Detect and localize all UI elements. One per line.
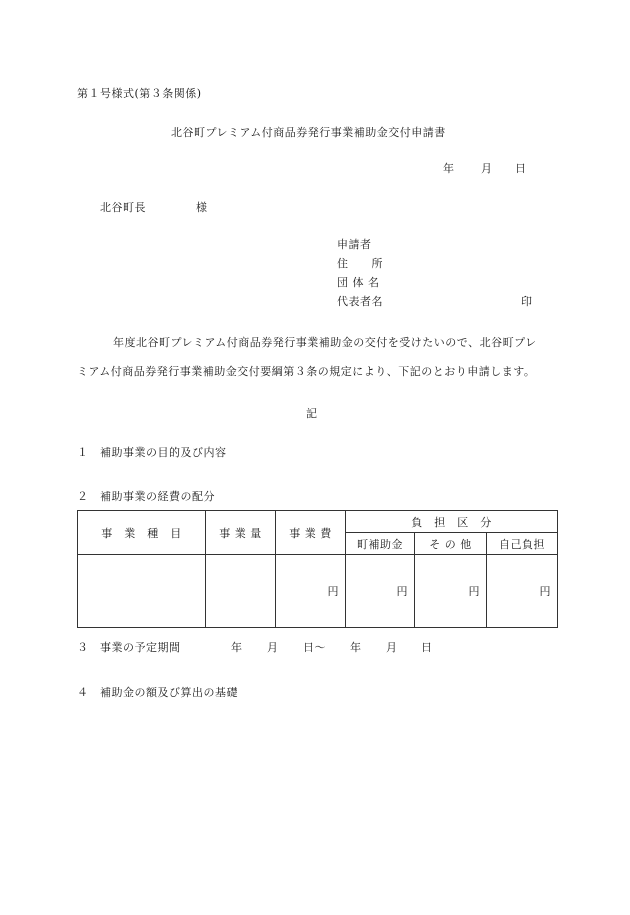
applicant-organization-label: 団 体 名	[337, 276, 380, 289]
addressee-honorific: 様	[196, 201, 208, 214]
period-end-day: 日	[421, 641, 433, 654]
period-start-day: 日～	[303, 641, 326, 654]
date-month-label: 月	[481, 162, 493, 175]
applicant-address-label: 住 所	[337, 257, 383, 270]
date-day-label: 日	[515, 162, 527, 175]
item-2-number: ２	[77, 490, 89, 503]
item-1-text: 補助事業の目的及び内容	[100, 446, 227, 459]
item-1-number: １	[77, 446, 89, 459]
header-quantity: 事 業 量	[206, 511, 276, 555]
period-end-month: 月	[386, 641, 398, 654]
period-start-year: 年	[231, 641, 243, 654]
item-3-number: ３	[77, 641, 89, 654]
applicant-heading: 申請者	[337, 238, 372, 251]
date-year-label: 年	[443, 162, 455, 175]
applicant-representative-label: 代表者名	[337, 295, 383, 308]
header-self-burden: 自己負担	[487, 533, 558, 555]
period-start-month: 月	[267, 641, 279, 654]
header-town-subsidy: 町補助金	[346, 533, 415, 555]
seal-mark: 印	[521, 295, 533, 308]
cell-other[interactable]: 円	[415, 555, 487, 628]
item-4-number: ４	[77, 686, 89, 699]
cell-cost[interactable]: 円	[276, 555, 346, 628]
body-text-line-1: 年度北谷町プレミアム付商品券発行事業補助金の交付を受けたいので、北谷町プレ	[113, 336, 537, 349]
header-share-group: 負 担 区 分	[346, 511, 558, 533]
expense-allocation-table	[77, 510, 558, 628]
header-other: そ の 他	[415, 533, 487, 555]
header-project-type: 事 業 種 目	[78, 511, 206, 555]
item-4-text: 補助金の額及び算出の基礎	[100, 686, 238, 699]
cell-quantity[interactable]	[206, 555, 276, 628]
page-title: 北谷町プレミアム付商品券発行事業補助金交付申請書	[171, 126, 446, 139]
cell-self-burden[interactable]: 円	[487, 555, 558, 628]
ki-heading: 記	[306, 407, 318, 420]
form-number: 第１号様式(第３条関係)	[77, 87, 202, 100]
period-end-year: 年	[350, 641, 362, 654]
item-2-text: 補助事業の経費の配分	[100, 490, 215, 503]
addressee-name: 北谷町長	[100, 201, 146, 214]
item-3-text: 事業の予定期間	[100, 641, 181, 654]
body-text-line-2: ミアム付商品券発行事業補助金交付要綱第３条の規定により、下記のとおり申請します。	[77, 365, 536, 378]
cell-town-subsidy[interactable]: 円	[346, 555, 415, 628]
cell-project-type[interactable]	[78, 555, 206, 628]
header-cost: 事 業 費	[276, 511, 346, 555]
